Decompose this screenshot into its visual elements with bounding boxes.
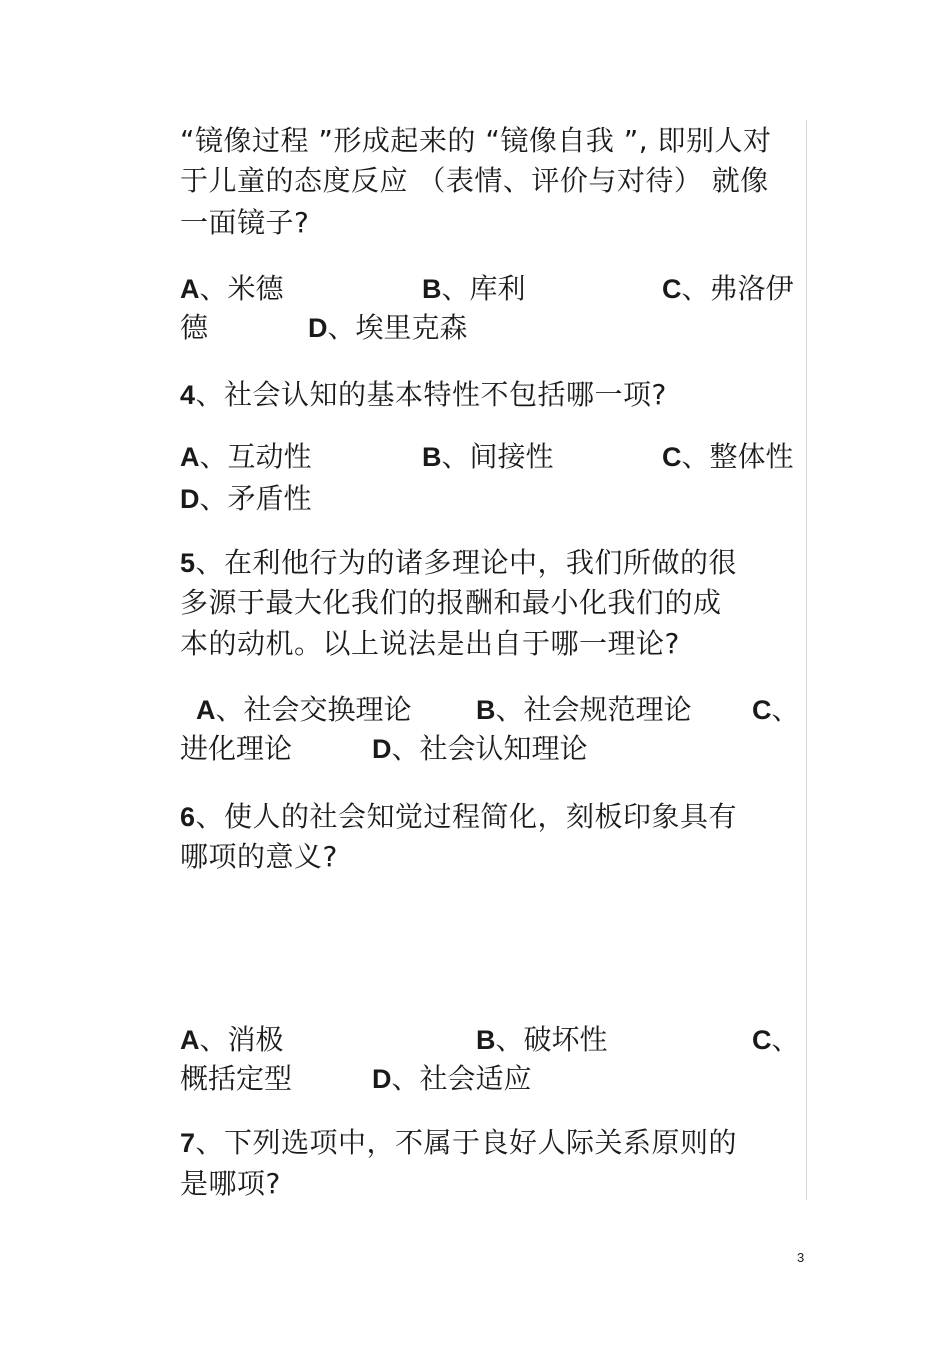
q6-line-2: 哪项的意义? xyxy=(180,840,338,873)
q3-option-a-text: 、米德 xyxy=(199,272,284,305)
q3-option-d xyxy=(308,309,468,347)
q5-option-a-text: 、社会交换理论 xyxy=(215,693,412,726)
q3-line-1: “镜像过程 ”形成起来的 “镜像自我 ”, 即别人对 xyxy=(180,124,772,157)
q6-option-b-letter: B xyxy=(476,1025,496,1055)
q5-option-c-letter: C xyxy=(752,695,772,725)
q3-option-a xyxy=(180,270,284,308)
q3-option-c-continued: 德 xyxy=(180,311,209,344)
q5-number: 5 xyxy=(180,548,196,578)
q5-line-2: 多源于最大化我们的报酬和最小化我们的成 xyxy=(180,586,722,619)
q4-option-c xyxy=(662,438,794,476)
q5-line-3: 本的动机。以上说法是出自于哪一理论? xyxy=(180,627,680,660)
q6-option-a xyxy=(180,1021,284,1059)
page-number: 3 xyxy=(797,1250,805,1265)
q6-option-d-letter: D xyxy=(372,1064,392,1094)
q5-option-c-text: 、 xyxy=(771,693,800,726)
q3-option-b xyxy=(422,270,526,308)
q4-number: 4 xyxy=(180,380,196,410)
q5-option-b-text: 、社会规范理论 xyxy=(495,693,692,726)
q4-option-d xyxy=(180,480,312,518)
q4-option-d-letter: D xyxy=(180,484,200,514)
q4-text: 、社会认知的基本特性不包括哪一项? xyxy=(195,378,667,411)
q3-option-c-text: 、弗洛伊 xyxy=(681,272,794,305)
q3-option-c xyxy=(662,270,794,308)
q3-option-b-letter: B xyxy=(422,274,442,304)
q3-option-b-text: 、库利 xyxy=(441,272,526,305)
q6-option-b xyxy=(476,1021,608,1059)
q6-option-c xyxy=(752,1021,800,1059)
q7-number: 7 xyxy=(180,1128,196,1158)
q5-option-d xyxy=(372,730,588,768)
q5-option-d-letter: D xyxy=(372,734,392,764)
q5-option-c-continued: 进化理论 xyxy=(180,732,293,765)
q6-text-1: 、使人的社会知觉过程简化，刻板印象具有 xyxy=(195,800,738,833)
q7-line-2: 是哪项? xyxy=(180,1167,281,1200)
q6-line-1 xyxy=(180,798,737,836)
q6-option-d-text: 、社会适应 xyxy=(391,1062,532,1095)
q6-option-c-continued: 概括定型 xyxy=(180,1062,293,1095)
q5-option-d-text: 、社会认知理论 xyxy=(391,732,588,765)
q4-option-b xyxy=(422,438,554,476)
q4-option-d-text: 、矛盾性 xyxy=(199,482,312,515)
q4-option-a xyxy=(180,438,312,476)
q5-line-1 xyxy=(180,544,737,582)
q6-option-d xyxy=(372,1060,532,1098)
q6-number: 6 xyxy=(180,802,196,832)
q3-option-d-text: 、埃里克森 xyxy=(327,311,468,344)
q3-option-a-letter: A xyxy=(180,274,200,304)
q3-line-3: 一面镜子? xyxy=(180,206,310,239)
q4-stem xyxy=(180,376,667,414)
q5-option-b-letter: B xyxy=(476,695,496,725)
q3-line-2: 于儿童的态度反应 （表情、评价与对待） 就像 xyxy=(180,164,769,197)
q7-line-1 xyxy=(180,1124,737,1162)
q5-option-a-letter: A xyxy=(196,695,216,725)
q4-option-a-letter: A xyxy=(180,442,200,472)
q4-option-c-text: 、整体性 xyxy=(681,440,794,473)
q5-option-a xyxy=(196,691,412,729)
q5-option-c xyxy=(752,691,800,729)
q4-option-a-text: 、互动性 xyxy=(199,440,312,473)
q4-option-b-letter: B xyxy=(422,442,442,472)
q5-text-1: 、在利他行为的诸多理论中，我们所做的很 xyxy=(195,546,738,579)
q6-option-a-text: 、消极 xyxy=(199,1023,284,1056)
q4-option-c-letter: C xyxy=(662,442,682,472)
q5-option-b xyxy=(476,691,692,729)
q6-option-c-letter: C xyxy=(752,1025,772,1055)
q6-option-a-letter: A xyxy=(180,1025,200,1055)
q4-option-b-text: 、间接性 xyxy=(441,440,554,473)
right-margin-rule xyxy=(806,120,807,1200)
q3-option-c-letter: C xyxy=(662,274,682,304)
q3-option-d-letter: D xyxy=(308,313,328,343)
q6-option-c-text: 、 xyxy=(771,1023,800,1056)
q7-text-1: 、下列选项中，不属于良好人际关系原则的 xyxy=(195,1126,738,1159)
q6-option-b-text: 、破坏性 xyxy=(495,1023,608,1056)
